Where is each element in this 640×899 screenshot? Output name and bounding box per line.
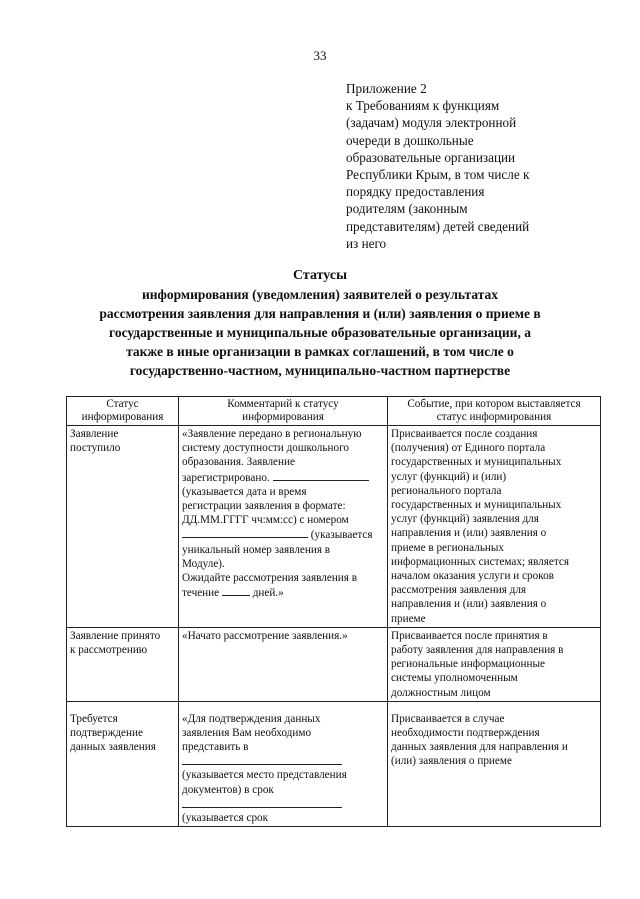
fill-in-blank — [182, 797, 342, 808]
title-line: государственные и муниципальные образовательные организации, а — [109, 325, 531, 340]
comment-cell: «Заявление передано в региональную систему доступности дошкольного образования. Заявление зарегистрировано. (указывается дата и время регистрации заявления в формате: ДД.ММ.ГГГГ чч:мм:сс) с номером (указывается уникальный номер заявления в Модуле). Ожидайте рассмотрения заявления в течение дней.» — [179, 426, 388, 628]
table-row — [67, 627, 601, 701]
appendix-line: очереди в дошкольные — [346, 132, 474, 148]
header-status: Статус информирования — [67, 397, 179, 426]
appendix-line: Республики Крым, в том числе к — [346, 167, 530, 183]
appendix-line: порядку предоставления — [346, 184, 485, 200]
status-table — [66, 396, 601, 827]
title-line: государственно-частном, муниципально-частном партнерстве — [129, 363, 511, 378]
appendix-line: (задачам) модуля электронной — [346, 115, 517, 131]
appendix-line: к Требованиям к функциям — [346, 98, 500, 114]
fill-in-blank — [222, 585, 250, 596]
status-cell: Заявление принято к рассмотрению — [67, 627, 179, 701]
status-cell: Требуется подтверждение данных заявления — [67, 701, 179, 826]
status-cell: Заявление поступило — [67, 426, 179, 628]
header-event: Событие, при котором выставляется статус информирования — [388, 397, 601, 426]
title-line: рассмотрения заявления для направления и (или) заявления о приеме в — [99, 306, 541, 321]
appendix-line: Приложение 2 — [346, 81, 427, 96]
event-cell: Присваивается после принятия в работу заявления для направления в региональные информационные системы уполномоченным должностным лицом — [388, 627, 601, 701]
header-comment: Комментарий к статусу информирования — [179, 397, 388, 426]
document-title — [40, 266, 600, 380]
appendix-line: из него — [346, 235, 387, 251]
comment-cell: «Для подтверждения данных заявления Вам необходимо представить в (указывается место представления документов) в срок (указывается срок — [179, 701, 388, 826]
appendix-line: родителям (законным — [346, 201, 468, 217]
appendix-note — [346, 80, 586, 252]
table-header-row — [67, 397, 601, 426]
table-row — [67, 426, 601, 628]
title-line: информирования (уведомления) заявителей о результатах — [141, 287, 499, 302]
fill-in-blank — [182, 754, 342, 765]
title-heading: Статусы — [292, 268, 348, 283]
fill-in-blank — [182, 527, 308, 538]
event-cell: Присваивается в случае необходимости подтверждения данных заявления для направления и (или) заявления о приеме — [388, 701, 601, 826]
fill-in-blank — [273, 470, 369, 481]
table-row — [67, 701, 601, 826]
comment-cell: «Начато рассмотрение заявления.» — [179, 627, 388, 701]
event-cell: Присваивается после создания (получения) от Единого портала государственных и муниципальных услуг (функций) и (или) регионального портала государственных и муниципальных услуг (функций) заявления для направления и (или) заявления о приеме в региональных информационных системах; является началом оказания услуги и сроков рассмотрения заявления для направления и (или) заявления о приеме — [388, 426, 601, 628]
appendix-line: образовательные организации — [346, 149, 516, 165]
page-number: 33 — [313, 48, 327, 63]
title-line: также в иные организации в рамках соглашений, в том числе о — [126, 344, 514, 359]
appendix-line: представителям) детей сведений — [346, 218, 530, 234]
